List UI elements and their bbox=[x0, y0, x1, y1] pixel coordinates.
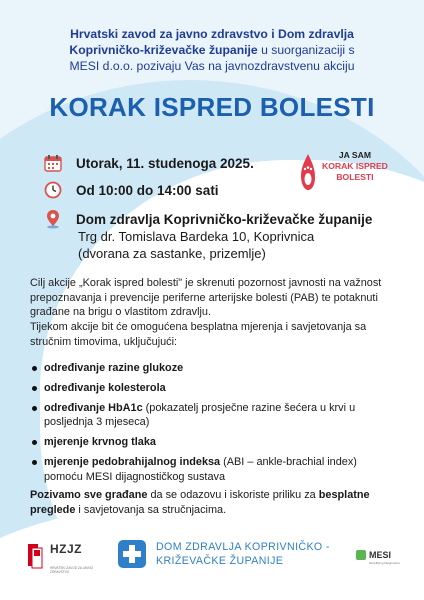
event-address bbox=[78, 228, 314, 262]
header-line3: MESI d.o.o. pozivaju Vas na javnozdravstvenu akciju bbox=[69, 59, 355, 73]
header-line1: Hrvatski zavod za javno zdravstvo i Dom zdravlja bbox=[70, 27, 354, 41]
list-item: određivanje razine glukoze bbox=[30, 361, 398, 376]
badge-line1: JA SAM bbox=[338, 150, 372, 160]
list-item: mjerenje krvnog tlaka bbox=[30, 435, 398, 450]
event-location: Dom zdravlja Koprivničko-križevačke županije bbox=[76, 211, 373, 227]
mesi-mark-icon bbox=[356, 550, 366, 560]
clock-icon bbox=[44, 181, 62, 199]
address-line2: (dvorana za sastanke, prizemlje) bbox=[78, 246, 266, 261]
closing-paragraph: Pozivamo sve građane da se odazovu i iskoriste priliku za besplatne preglede i savjetovanja sa stručnjacima. bbox=[30, 489, 370, 516]
header-line2-bold: Koprivničko-križevačke županije bbox=[69, 43, 258, 57]
hzjz-name: HZJZ bbox=[50, 542, 82, 556]
list-item: određivanje HbA1c (pokazatelj prosječne razine šećera u krvi u posljednja 3 mjeseca) bbox=[30, 401, 398, 431]
mesi-name: MESI bbox=[369, 550, 392, 560]
location-pin-icon bbox=[44, 210, 62, 228]
dom-zdravlja-logo bbox=[118, 540, 356, 568]
list-item: mjerenje pedobrahijalnog indeksa (ABI – ankle-brachial index) pomoću MESI dijagnostičkog sustava bbox=[30, 455, 398, 485]
campaign-badge bbox=[300, 150, 390, 196]
dz-line1: DOM ZDRAVLJA KOPRIVNIČKO - bbox=[156, 541, 330, 553]
location-row bbox=[44, 210, 372, 228]
hzjz-mark-icon bbox=[26, 542, 44, 570]
address-line1: Trg dr. Tomislava Bardeka 10, Koprivnica bbox=[78, 229, 315, 244]
services-list bbox=[30, 361, 398, 490]
event-time: Od 10:00 do 14:00 sati bbox=[76, 182, 219, 198]
hzjz-subtitle: HRVATSKI ZAVOD ZA JAVNO ZDRAVSTVO bbox=[50, 566, 94, 574]
list-item: određivanje kolesterola bbox=[30, 381, 398, 396]
medical-cross-icon bbox=[118, 540, 146, 568]
event-date: Utorak, 11. studenoga 2025. bbox=[76, 155, 254, 171]
intro-paragraph-2: Tijekom akcije bit će omogućena besplatna mjerenja i savjetovanja sa stručnim timovima, uključujući: bbox=[30, 321, 367, 348]
footer-logos bbox=[0, 532, 424, 592]
date-row bbox=[44, 154, 254, 172]
dz-line2: KRIŽEVAČKE ŽUPANIJE bbox=[156, 555, 284, 567]
calendar-icon bbox=[44, 154, 62, 172]
mesi-subtitle: Simplifying Diagnostics bbox=[369, 561, 400, 565]
badge-line2: KORAK ISPRED bbox=[322, 161, 388, 171]
page-title: KORAK ISPRED BOLESTI bbox=[49, 92, 375, 122]
time-row bbox=[44, 181, 219, 199]
header-line2-rest: u suorganizaciji s bbox=[257, 43, 355, 57]
intro-paragraph: Cilj akcije „Korak ispred bolesti" je skrenuti pozornost javnosti na važnost prepoznavanja i prevencije periferne arterijske bolesti (PAB) te potaknuti građane na brigu o vlastitom zdravlju. bbox=[30, 277, 382, 319]
header-text bbox=[20, 26, 404, 74]
footprint-drop-icon bbox=[300, 152, 316, 192]
hzjz-logo bbox=[26, 542, 94, 574]
mesi-logo bbox=[356, 550, 400, 565]
badge-line3: BOLESTI bbox=[336, 172, 374, 182]
